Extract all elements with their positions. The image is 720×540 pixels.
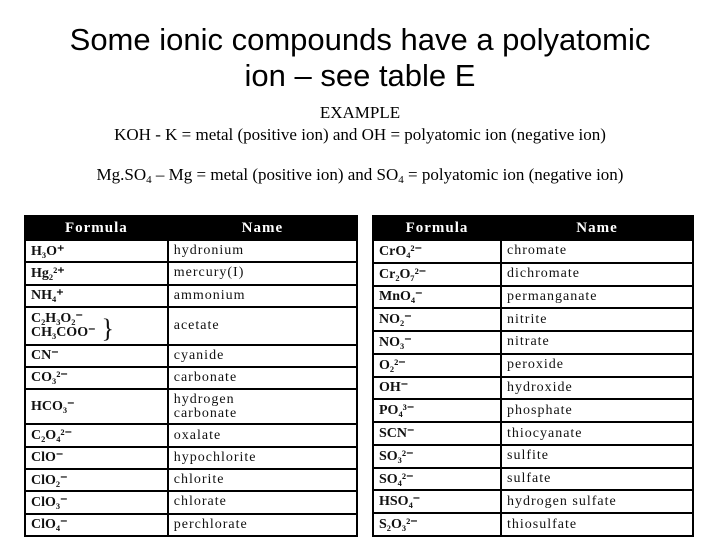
formula-text: S₂O₃²⁻	[379, 517, 418, 533]
table-row	[25, 285, 357, 307]
name-cell	[501, 513, 693, 536]
mgso4-part-c: = polyatomic ion (negative ion)	[403, 165, 624, 184]
slide-title	[0, 22, 720, 94]
formula-text: SO₄²⁻	[379, 471, 414, 487]
name-cell	[501, 331, 693, 354]
formula-cell	[25, 345, 168, 367]
name-cell	[168, 469, 357, 491]
name-text: thiosulfate	[507, 516, 578, 532]
table-row	[25, 447, 357, 469]
table-row	[373, 513, 693, 536]
formula-cell	[373, 422, 501, 445]
formula-text: ClO₄⁻	[31, 517, 68, 533]
formula-cell	[25, 424, 168, 446]
formula-cell	[25, 285, 168, 307]
formula-cell	[373, 468, 501, 491]
formula-cell	[25, 307, 168, 345]
formula-text: MnO₄⁻	[379, 289, 423, 305]
title-line-1: Some ionic compounds have a polyatomic	[69, 22, 651, 57]
name-cell	[168, 285, 357, 307]
formula-text: O₂²⁻	[379, 357, 406, 373]
example-heading: EXAMPLE	[319, 103, 401, 122]
formula-text: HSO₄⁻	[379, 494, 421, 510]
table-row	[373, 445, 693, 468]
formula-cell	[373, 308, 501, 331]
table-row	[25, 469, 357, 491]
name-text: chromate	[507, 243, 568, 259]
formula-cell	[373, 445, 501, 468]
formula-text: CN⁻	[31, 348, 59, 364]
name-text: hydroxide	[507, 379, 573, 395]
mgso4-part-b: – Mg = metal (positive ion) and SO	[151, 165, 399, 184]
name-cell	[501, 377, 693, 400]
formula-cell	[25, 447, 168, 469]
formula-cell	[25, 367, 168, 389]
example-koh-line: KOH - K = metal (positive ion) and OH = polyatomic ion (negative ion)	[114, 125, 606, 144]
formula-cell	[373, 354, 501, 377]
name-cell	[501, 263, 693, 286]
table-row	[25, 367, 357, 389]
formula-text: ClO₃⁻	[31, 494, 68, 510]
name-cell	[168, 240, 357, 262]
name-header: Name	[501, 216, 693, 240]
formula-text: C₂H₃O₂⁻	[31, 310, 83, 326]
polyatomic-ion-table-left	[24, 215, 358, 537]
name-cell	[501, 286, 693, 309]
formula-cell	[25, 469, 168, 491]
name-text: dichromate	[507, 266, 580, 282]
name-text: perchlorate	[173, 516, 248, 532]
name-text: phosphate	[507, 402, 573, 418]
name-text: sulfate	[507, 471, 552, 487]
name-text: chlorite	[173, 472, 225, 488]
name-text: peroxide	[507, 357, 564, 373]
name-cell	[168, 262, 357, 284]
example-mgso4-line	[0, 164, 720, 191]
example-block	[0, 102, 720, 191]
table-row	[373, 263, 693, 286]
name-cell	[168, 514, 357, 536]
name-cell	[501, 308, 693, 331]
formula-text: CrO₄²⁻	[379, 243, 422, 259]
brace-mark: }	[101, 313, 114, 343]
table-row	[373, 468, 693, 491]
formula-cell	[373, 377, 501, 400]
table-row	[373, 308, 693, 331]
mgso4-subscript-2: 4	[398, 174, 404, 186]
table-row	[373, 286, 693, 309]
name-text: ammonium	[173, 287, 246, 303]
name-text: nitrite	[507, 311, 548, 327]
formula-cell	[373, 399, 501, 422]
title-line-2: ion – see table E	[244, 58, 476, 93]
formula-cell	[25, 389, 168, 424]
name-text: carbonate	[173, 369, 238, 385]
formula-text: SCN⁻	[379, 426, 415, 441]
formula-cell	[373, 240, 501, 263]
formula-cell	[25, 514, 168, 536]
polyatomic-ion-table-right	[372, 215, 694, 537]
name-cell	[168, 345, 357, 367]
table-row	[25, 240, 357, 262]
formula-text: NH₄⁺	[31, 288, 64, 304]
table-row	[373, 422, 693, 445]
formula-text: C₂O₄²⁻	[31, 428, 72, 444]
name-text-line-2: carbonate	[173, 405, 238, 421]
name-cell	[501, 422, 693, 445]
name-text: hypochlorite	[173, 449, 257, 465]
table-row	[25, 424, 357, 446]
name-cell	[501, 445, 693, 468]
name-cell	[168, 424, 357, 446]
table-row	[25, 307, 357, 345]
formula-text: SO₃²⁻	[379, 448, 414, 464]
table-row	[373, 331, 693, 354]
name-header: Name	[168, 216, 357, 240]
mgso4-subscript-1: 4	[146, 174, 152, 186]
table-row	[25, 262, 357, 284]
formula-cell	[373, 286, 501, 309]
table-row	[373, 377, 693, 400]
name-cell	[168, 491, 357, 513]
formula-text: ClO⁻	[31, 450, 64, 466]
formula-cell	[373, 331, 501, 354]
name-cell	[168, 447, 357, 469]
formula-text: Cr₂O₇²⁻	[379, 266, 427, 282]
formula-text: H₃O⁺	[31, 243, 65, 259]
name-cell	[501, 468, 693, 491]
table-row	[25, 491, 357, 513]
mgso4-part-a: Mg.SO	[96, 165, 147, 184]
name-text: hydrogen sulfate	[507, 493, 617, 509]
name-cell	[501, 490, 693, 513]
formula-cell	[25, 262, 168, 284]
name-cell	[501, 240, 693, 263]
table-row	[373, 399, 693, 422]
formula-text: Hg₂²⁺	[31, 265, 65, 281]
name-cell	[168, 307, 357, 345]
name-text: thiocyanate	[507, 425, 583, 441]
formula-text: PO₄³⁻	[379, 403, 415, 419]
name-text: mercury(I)	[173, 265, 245, 281]
name-text: hydronium	[173, 243, 245, 259]
formula-text: NO₃⁻	[379, 334, 412, 350]
formula-cell	[25, 240, 168, 262]
name-text: nitrate	[507, 334, 550, 350]
name-text: sulfite	[507, 448, 549, 464]
formula-cell	[373, 263, 501, 286]
table-row	[25, 389, 357, 424]
name-cell	[501, 399, 693, 422]
name-text: oxalate	[173, 427, 222, 443]
name-text: acetate	[173, 317, 220, 333]
formula-text: NO₂⁻	[379, 312, 412, 328]
formula-text: CO₃²⁻	[31, 370, 68, 386]
name-cell	[168, 389, 357, 424]
formula-header: Formula	[25, 216, 168, 240]
table-row	[25, 514, 357, 536]
formula-text: HCO₃⁻	[31, 399, 75, 415]
name-text: hydrogen	[173, 391, 235, 407]
formula-header: Formula	[373, 216, 501, 240]
table-row	[373, 354, 693, 377]
table-row	[373, 240, 693, 263]
name-cell	[168, 367, 357, 389]
name-text: cyanide	[173, 347, 225, 363]
formula-cell	[373, 513, 501, 536]
table-row	[25, 345, 357, 367]
name-text: permanganate	[507, 288, 598, 304]
table-row	[373, 490, 693, 513]
formula-cell	[373, 490, 501, 513]
name-text: chlorate	[173, 494, 227, 510]
name-cell	[501, 354, 693, 377]
formula-text: OH⁻	[379, 380, 409, 396]
formula-text: ClO₂⁻	[31, 472, 68, 488]
formula-cell	[25, 491, 168, 513]
formula-text-alt: CH₃COO⁻	[31, 324, 96, 340]
